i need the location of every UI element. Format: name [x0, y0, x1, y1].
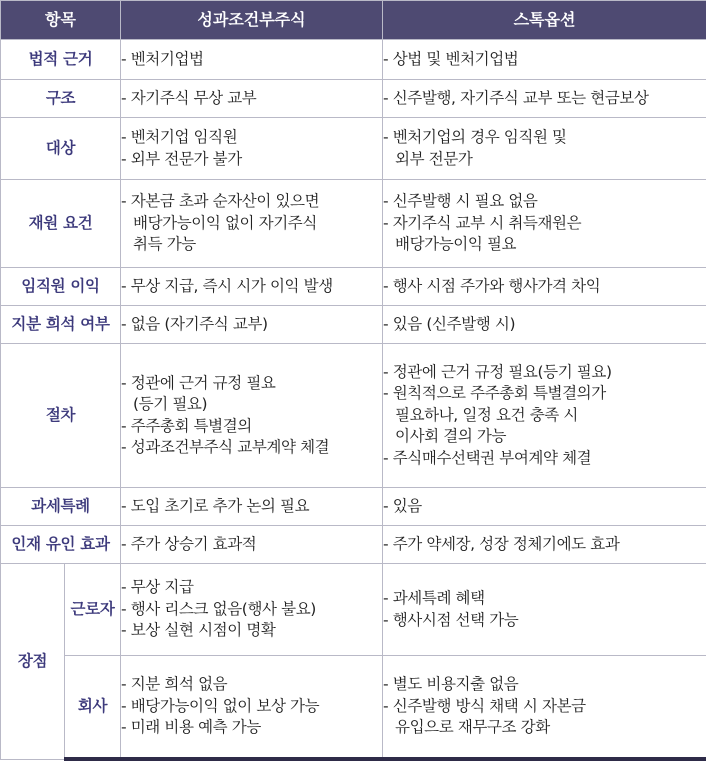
so-cell [383, 656, 706, 760]
list-item: - 과세특례 혜택 [383, 589, 485, 608]
psu-cell [121, 80, 383, 118]
so-cell [383, 268, 706, 306]
table-row [1, 40, 706, 80]
list-item: - 주식매수선택권 부여계약 체결 [383, 448, 592, 467]
list-item: - 행사시점 선택 가능 [383, 610, 519, 629]
row-label: 절차 [1, 344, 121, 488]
table-row [1, 526, 706, 564]
table-row [1, 306, 706, 344]
list-item: - 벤처기업법 [121, 49, 204, 68]
psu-cell [121, 656, 383, 760]
list-item: - 도입 초기로 추가 논의 필요 [121, 496, 310, 515]
row-label: 인재 유인 효과 [1, 526, 121, 564]
table-row [1, 488, 706, 526]
row-label: 구조 [1, 80, 121, 118]
list-item: - 무상 지급 [121, 578, 194, 597]
list-item: - 있음 [383, 496, 422, 515]
list-item: - 보상 실현 시점이 명확 [121, 621, 276, 640]
so-cell [383, 306, 706, 344]
row-label: 임직원 이익 [1, 268, 121, 306]
list-item: - 행사 시점 주가와 행사가격 차익 [383, 276, 601, 295]
row-label: 대상 [1, 118, 121, 180]
so-cell [383, 80, 706, 118]
list-item: - 성과조건부주식 교부계약 체결 [121, 437, 330, 456]
list-item: - 신주발행 시 필요 없음 [383, 192, 538, 211]
list-item: - 자본금 초과 순자산이 있으면 배당가능이익 없이 자기주식 취득 가능 [121, 192, 320, 254]
so-cell [383, 564, 706, 656]
psu-cell [121, 526, 383, 564]
list-item: - 행사 리스크 없음(행사 불요) [121, 599, 316, 618]
list-item: - 벤처기업의 경우 임직원 및 외부 전문가 [383, 128, 567, 168]
list-item: - 자기주식 무상 교부 [121, 88, 257, 107]
table-row [1, 118, 706, 180]
so-cell [383, 180, 706, 268]
list-item: - 주가 약세장, 성장 정체기에도 효과 [383, 534, 620, 553]
list-item: - 있음 (신주발행 시) [383, 314, 516, 333]
table-row [1, 180, 706, 268]
sub-label-worker: 근로자 [65, 564, 121, 656]
row-label: 지분 희석 여부 [1, 306, 121, 344]
table-row [1, 268, 706, 306]
list-item: - 정관에 근거 규정 필요 (등기 필요) [121, 373, 276, 414]
list-item: - 외부 전문가 불가 [121, 149, 242, 168]
so-cell [383, 526, 706, 564]
list-item: - 배당가능이익 없이 보상 가능 [121, 696, 320, 715]
list-item: - 정관에 근거 규정 필요(등기 필요) [383, 363, 612, 382]
row-label: 법적 근거 [1, 40, 121, 80]
psu-cell [121, 488, 383, 526]
list-item: - 별도 비용지출 없음 [383, 675, 519, 694]
list-item: - 무상 지급, 즉시 시가 이익 발생 [121, 276, 333, 295]
list-item: - 신주발행, 자기주식 교부 또는 현금보상 [383, 88, 649, 107]
list-item: - 벤처기업 임직원 [121, 128, 238, 147]
psu-cell [121, 268, 383, 306]
header-psu: 성과조건부주식 [121, 1, 383, 40]
psu-cell [121, 40, 383, 80]
sub-label-company: 회사 [65, 656, 121, 760]
list-item: - 주주총회 특별결의 [121, 416, 252, 435]
header-row [1, 1, 706, 40]
so-cell [383, 344, 706, 488]
table-row [1, 564, 706, 656]
psu-cell [121, 180, 383, 268]
list-item: - 자기주식 교부 시 취득재원은 배당가능이익 필요 [383, 213, 582, 254]
list-item: - 주가 상승기 효과적 [121, 534, 257, 553]
psu-cell [121, 564, 383, 656]
list-item: - 상법 및 벤처기업법 [383, 49, 519, 68]
list-item: - 지분 희석 없음 [121, 675, 228, 694]
so-cell [383, 488, 706, 526]
list-item: - 신주발행 방식 채택 시 자본금 유입으로 재무구조 강화 [383, 696, 586, 737]
table-row [1, 656, 706, 760]
header-item: 항목 [1, 1, 121, 40]
merits-label: 장점 [1, 564, 65, 760]
table-row [1, 80, 706, 118]
so-cell [383, 40, 706, 80]
row-label: 재원 요건 [1, 180, 121, 268]
list-item: - 원칙적으로 주주총회 특별결의가 필요하나, 일정 요건 충족 시 이사회 결의 가능 [383, 384, 606, 446]
psu-cell [121, 306, 383, 344]
psu-cell [121, 344, 383, 488]
psu-cell [121, 118, 383, 180]
header-so: 스톡옵션 [383, 1, 706, 40]
table-row [1, 344, 706, 488]
list-item: - 미래 비용 예측 가능 [121, 718, 261, 737]
list-item: - 없음 (자기주식 교부) [121, 314, 268, 333]
so-cell [383, 118, 706, 180]
row-label: 과세특례 [1, 488, 121, 526]
